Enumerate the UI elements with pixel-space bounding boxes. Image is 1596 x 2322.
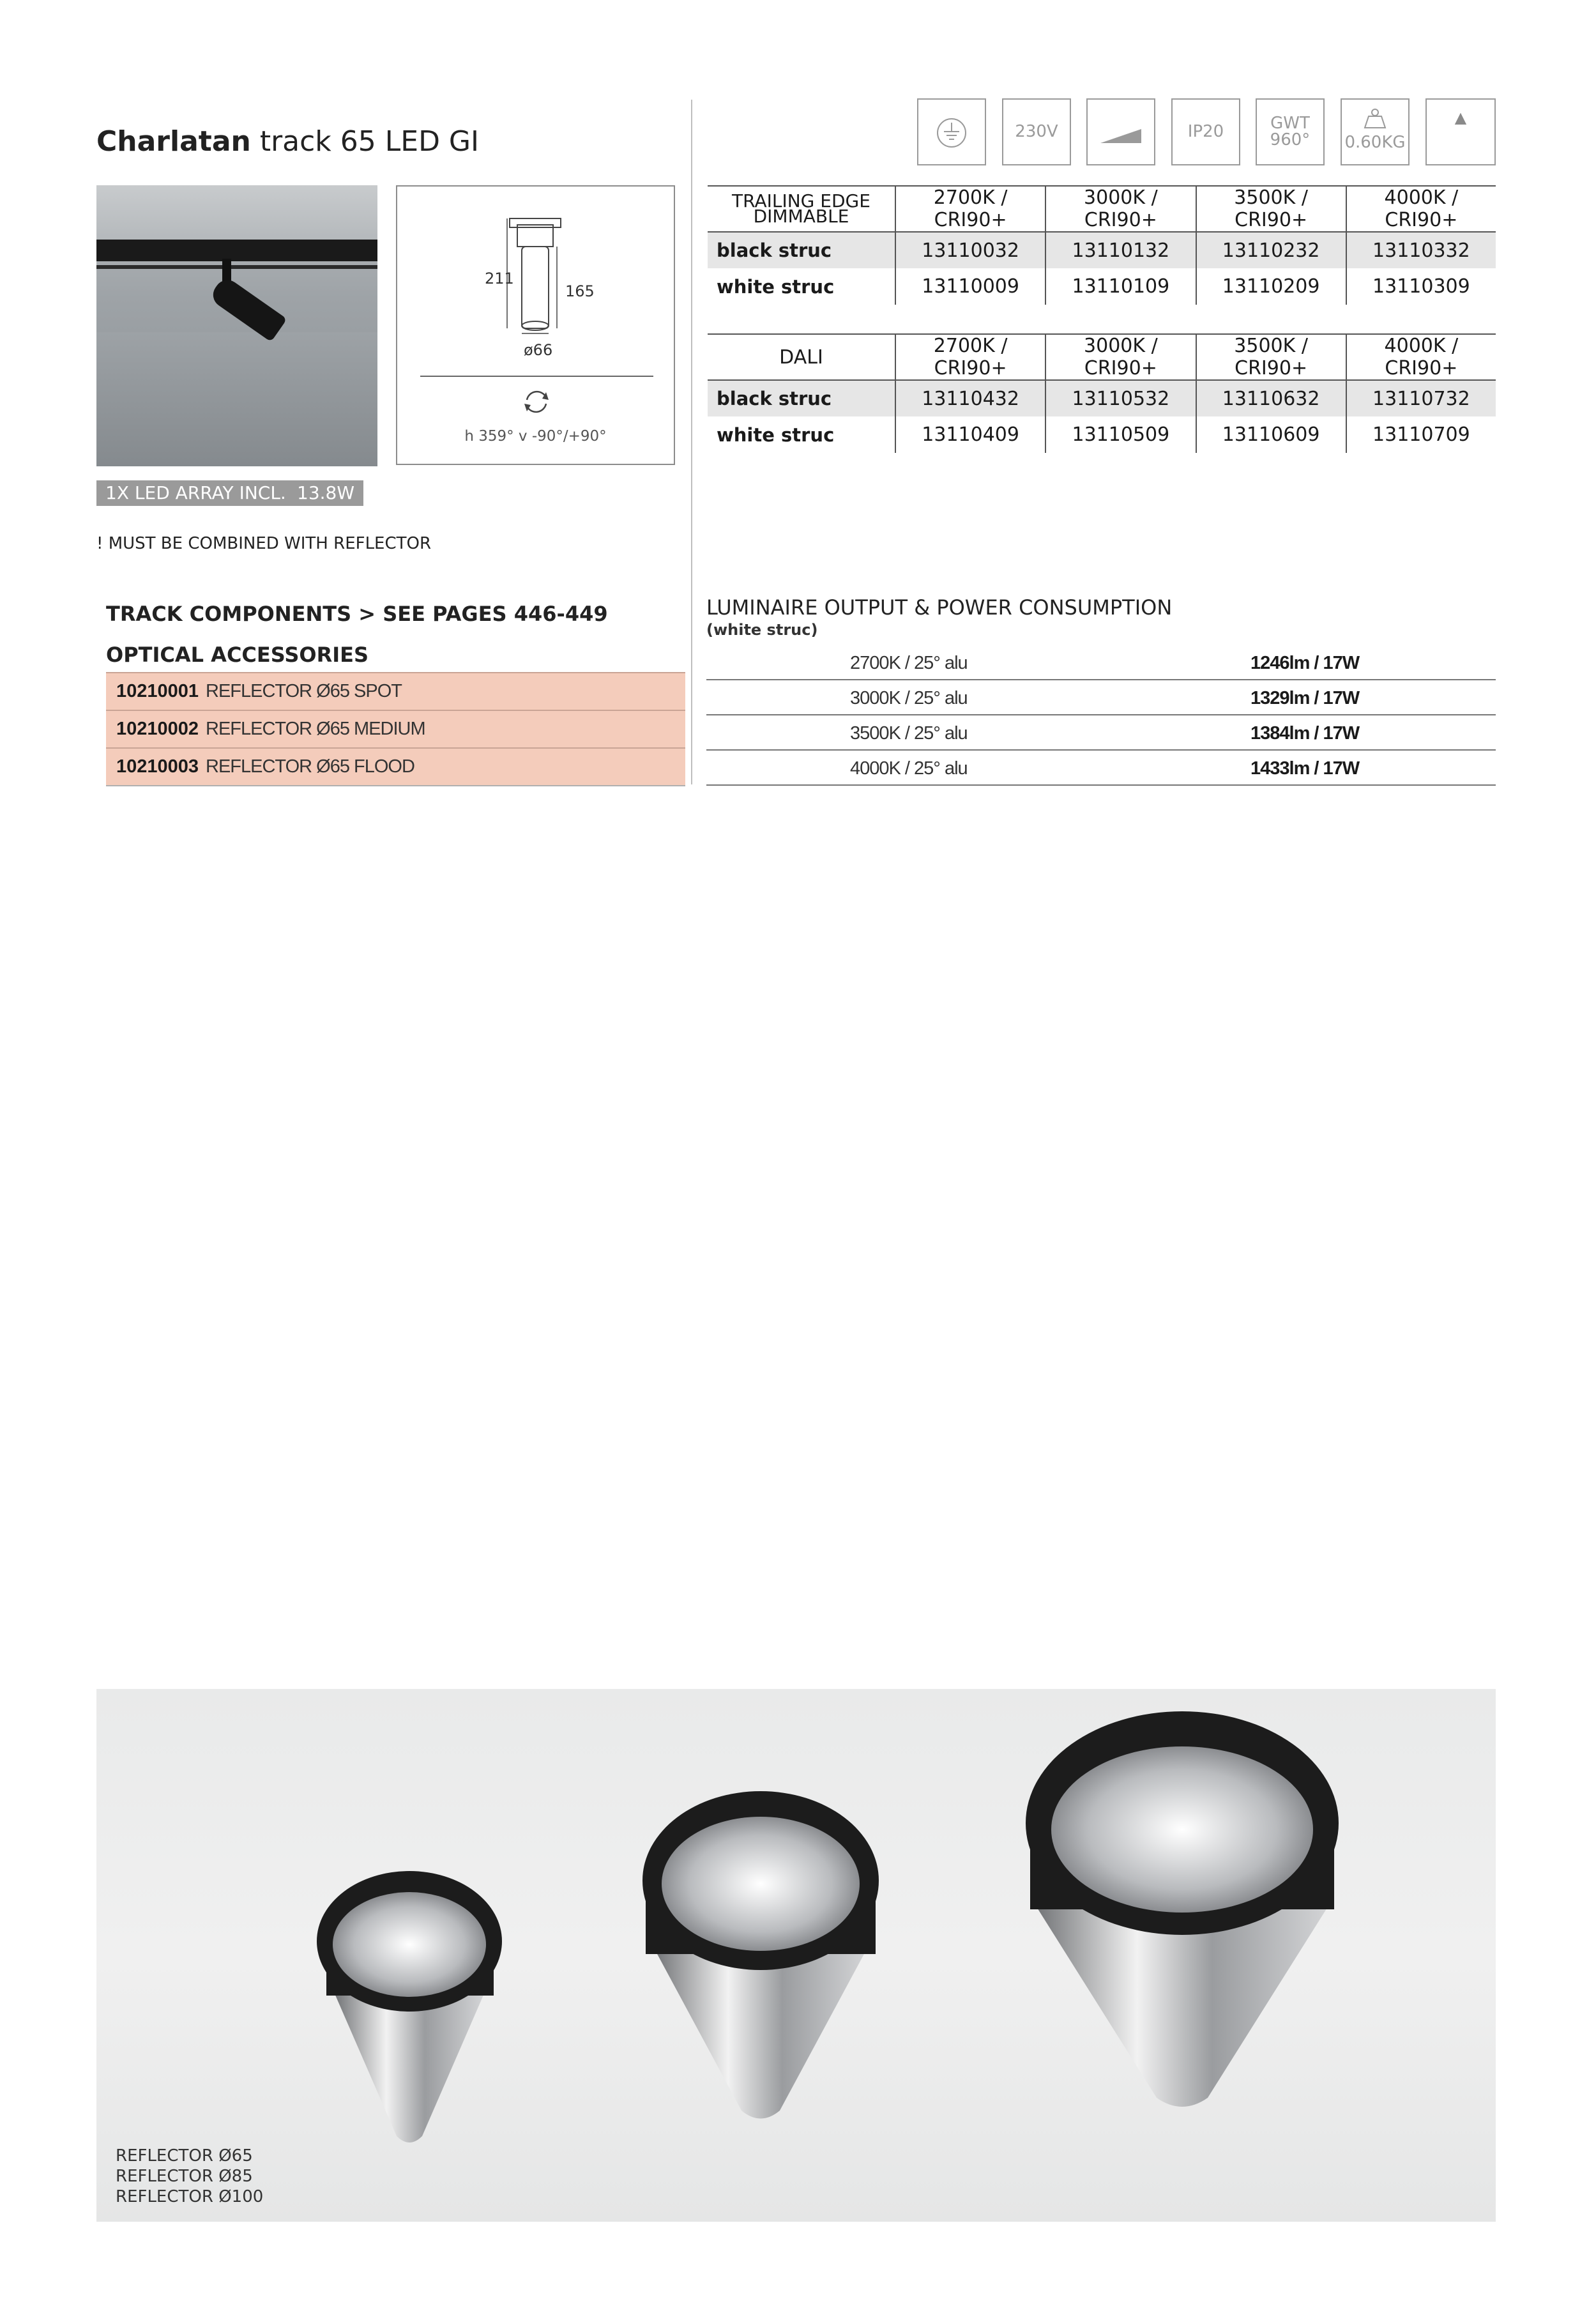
dimmable-icon — [1086, 98, 1155, 165]
row-label: white struc — [717, 275, 835, 298]
output-config: 3000K / 25° alu — [850, 688, 968, 708]
reflectors-illustration — [96, 1689, 1496, 2222]
accessories-table — [106, 672, 685, 786]
table-row — [708, 268, 1496, 305]
voltage-icon — [1002, 98, 1071, 165]
accessory-code: 10210002 — [116, 719, 199, 739]
voltage-label: 230V — [1015, 122, 1058, 141]
table-row — [708, 416, 1496, 453]
drawing-separator — [420, 376, 653, 377]
article-code: 13110009 — [895, 268, 1045, 305]
accessory-code: 10210003 — [116, 756, 199, 777]
output-row — [706, 645, 1496, 680]
height-body-label: 165 — [565, 282, 595, 300]
optical-accessories-heading: OPTICAL ACCESSORIES — [106, 643, 369, 667]
article-code: 13110509 — [1045, 416, 1196, 453]
article-code: 13110609 — [1196, 416, 1346, 453]
column-header: 3000K / CRI90+ — [1045, 334, 1196, 380]
reflector-captions — [116, 2146, 263, 2207]
column-header: 3500K / CRI90+ — [1196, 334, 1346, 380]
luminaire-output-heading: LUMINAIRE OUTPUT & POWER CONSUMPTION — [706, 595, 1173, 620]
column-header: 4000K / CRI90+ — [1346, 186, 1496, 232]
column-header: 3000K / CRI90+ — [1045, 186, 1196, 232]
output-value: 1433lm / 17W — [1250, 758, 1360, 779]
rotation-caption: h 359° v -90°/+90° — [464, 428, 607, 445]
article-code: 13110132 — [1045, 232, 1196, 268]
reflector-note: ! MUST BE COMBINED WITH REFLECTOR — [96, 534, 432, 553]
article-code: 13110709 — [1346, 416, 1496, 453]
luminaire-output-table — [706, 645, 1496, 786]
output-config: 4000K / 25° alu — [850, 758, 968, 779]
output-row — [706, 751, 1496, 786]
led-array-badge: 1X LED ARRAY INCL. — [96, 480, 295, 506]
column-header: 4000K / CRI90+ — [1346, 334, 1496, 380]
row-label: black struc — [708, 232, 895, 268]
article-code: 13110209 — [1196, 268, 1346, 305]
trailing-edge-table — [708, 185, 1496, 305]
accessory-name: REFLECTOR Ø65 MEDIUM — [206, 719, 425, 739]
reflector-photo — [96, 1689, 1496, 2222]
reflector-caption: REFLECTOR Ø85 — [116, 2167, 253, 2186]
output-value: 1384lm / 17W — [1250, 723, 1360, 744]
header-line-2: DIMMABLE — [753, 206, 849, 227]
weight-icon — [1341, 98, 1410, 165]
dali-table — [708, 333, 1496, 453]
reflector-caption: REFLECTOR Ø100 — [116, 2187, 264, 2206]
article-code: 13110732 — [1346, 380, 1496, 416]
title-rest: track 65 LED GI — [250, 125, 480, 158]
column-header: 3500K / CRI90+ — [1196, 186, 1346, 232]
reflector-caption: REFLECTOR Ø65 — [116, 2146, 253, 2165]
weight-label: 0.60KG — [1344, 133, 1406, 152]
table-row — [708, 380, 1496, 416]
article-code: 13110432 — [895, 380, 1045, 416]
article-code: 13110232 — [1196, 232, 1346, 268]
article-code: 13110632 — [1196, 380, 1346, 416]
triangle-icon — [1425, 98, 1496, 165]
table-header-row — [708, 186, 1496, 232]
product-photo — [96, 185, 377, 466]
track-components-link[interactable]: TRACK COMPONENTS > SEE PAGES 446-449 — [106, 602, 608, 626]
accessory-name: REFLECTOR Ø65 FLOOD — [206, 756, 414, 777]
dimension-drawing — [396, 185, 675, 465]
article-code: 13110309 — [1346, 268, 1496, 305]
luminaire-output-subheading: (white struc) — [706, 621, 818, 639]
title-bold: Charlatan — [96, 125, 251, 158]
output-value: 1246lm / 17W — [1250, 653, 1360, 673]
output-value: 1329lm / 17W — [1250, 688, 1360, 708]
article-code: 13110532 — [1045, 380, 1196, 416]
ip-label: IP20 — [1187, 122, 1224, 141]
accessory-code: 10210001 — [116, 681, 199, 701]
gwt-label-1: GWT — [1270, 114, 1310, 133]
header-line-1: TRAILING EDGE — [732, 190, 870, 211]
article-code: 13110332 — [1346, 232, 1496, 268]
gwt-icon — [1256, 98, 1325, 165]
page-title — [96, 125, 479, 158]
output-row — [706, 715, 1496, 751]
accessory-name: REFLECTOR Ø65 SPOT — [206, 681, 402, 701]
accessory-row — [106, 710, 685, 747]
gwt-label-2: 960° — [1270, 130, 1311, 149]
row-label: white struc — [717, 424, 835, 446]
height-total-label: 211 — [485, 270, 514, 287]
dali-header: DALI — [708, 334, 895, 380]
row-label: black struc — [708, 380, 895, 416]
table-header-row — [708, 334, 1496, 380]
wattage-badge: 13.8W — [288, 480, 363, 506]
article-code: 13110109 — [1045, 268, 1196, 305]
output-row — [706, 680, 1496, 715]
diameter-label: ø66 — [524, 341, 553, 359]
table-row — [708, 232, 1496, 268]
trailing-edge-header — [708, 186, 895, 232]
vertical-divider — [691, 100, 692, 784]
article-code: 13110032 — [895, 232, 1045, 268]
ip-rating-icon — [1171, 98, 1240, 165]
accessory-row — [106, 747, 685, 786]
output-config: 3500K / 25° alu — [850, 723, 968, 744]
output-config: 2700K / 25° alu — [850, 653, 968, 673]
earth-ground-icon — [917, 98, 986, 165]
article-code: 13110409 — [895, 416, 1045, 453]
rotation-icon — [521, 386, 552, 418]
accessory-row — [106, 672, 685, 710]
column-header: 2700K / CRI90+ — [895, 186, 1045, 232]
column-header: 2700K / CRI90+ — [895, 334, 1045, 380]
triangle-label: ▲ — [1454, 109, 1467, 126]
